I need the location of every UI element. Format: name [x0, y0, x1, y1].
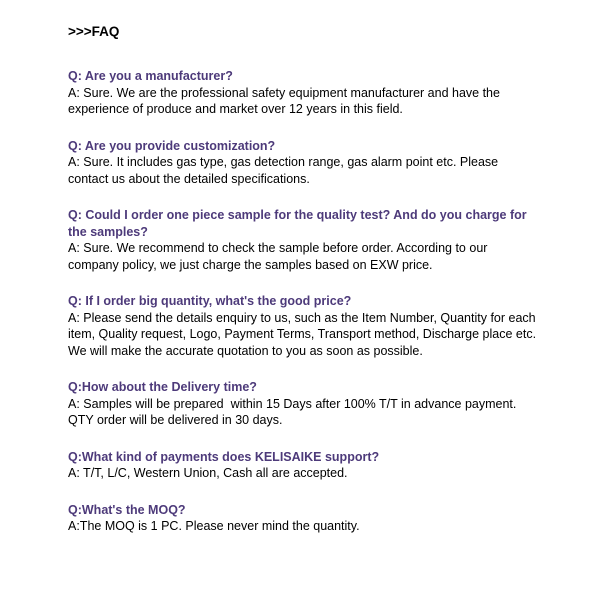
faq-answer: A: Samples will be prepared within 15 Days after 100% T/T in advance payment. QTY order will be delivered in 30 days. — [68, 396, 520, 427]
faq-item — [68, 502, 538, 535]
faq-question: Q:How about the Delivery time? — [68, 380, 257, 394]
faq-answer: A: Sure. We are the professional safety equipment manufacturer and have the experience of produce and market over 12 years in this field. — [68, 85, 504, 116]
faq-item — [68, 68, 538, 118]
faq-item — [68, 293, 538, 359]
faq-question: Q: If I order big quantity, what's the good price? — [68, 294, 352, 308]
page-title: >>>FAQ — [68, 24, 120, 39]
faq-answer: A: Sure. It includes gas type, gas detection range, gas alarm point etc. Please contact us about the detailed specifications. — [68, 155, 502, 186]
faq-answer: A: Please send the details enquiry to us, such as the Item Number, Quantity for each item, Quality request, Logo, Payment Terms, Transport method, Discharge place etc. We will make the accurate quotation to you as soon as possible. — [68, 310, 540, 358]
faq-answer: A: T/T, L/C, Western Union, Cash all are accepted. — [68, 466, 348, 480]
faq-item — [68, 449, 538, 482]
faq-question: Q: Could I order one piece sample for the quality test? And do you charge for the samples? — [68, 208, 527, 239]
faq-question: Q: Are you a manufacturer? — [68, 69, 233, 83]
faq-item — [68, 207, 538, 273]
faq-question: Q:What's the MOQ? — [68, 502, 186, 517]
faq-question: Q: Are you provide customization? — [68, 138, 276, 153]
faq-page — [68, 22, 538, 555]
faq-answer: A: Sure. We recommend to check the sample before order. According to our company policy, we just charge the samples based on EXW price. — [68, 241, 491, 272]
faq-question: Q:What kind of payments does KELISAIKE support? — [68, 449, 380, 464]
faq-item — [68, 379, 538, 429]
faq-item — [68, 138, 538, 188]
faq-answer: A:The MOQ is 1 PC. Please never mind the quantity. — [68, 519, 360, 533]
